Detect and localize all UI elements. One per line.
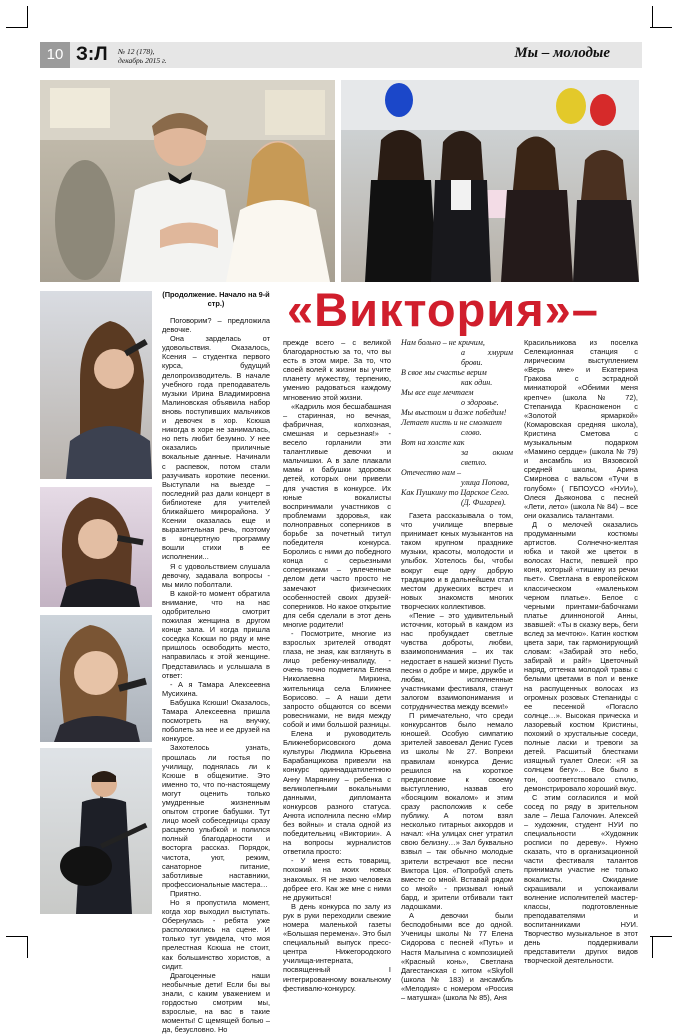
poem-line: слово. <box>461 428 482 437</box>
article-column-2 <box>283 338 391 993</box>
paragraph: Драгоценные наши необычные дети! Если бы вы знали, с каким уважением и гордостью смотрим мы, взрослые, на вас в такие моменты! С щемящей болью – да, безусловно. Но <box>162 970 270 1034</box>
section-title: Мы – молодые <box>514 45 610 61</box>
crop-mark <box>650 936 672 937</box>
continued-note: (Продолжение. Начало на 9-й стр.) <box>162 290 270 308</box>
photo-singer-1-image <box>40 291 152 479</box>
poem-line: Нам больно – не кричим, <box>401 338 485 347</box>
poem-line: о здоровье. <box>461 398 499 407</box>
newspaper-logo: З:Л <box>76 44 108 65</box>
paragraph: «Кадриль моя бесшабашная – старинная, но вечная, фабричная, колхозная, смешная и серьезная!» - весело горланили эти талантливые девочки и мальчишки. А в зале плакали мамы и бабушки здоровых детей, которых они привели для участия в конкурсе. Их юные вокалисты воспринимали участников с проблемами здоровья, как полноправных соперников в борьбе за почетный титул победителя конкурса. Боролись с ними до победного конца с серьезными соперниками – увлеченные делом дети часто просто не замечают физических особенностей своих друзей-соперников. Но какое открытие для себя сделали в этот день многие родители! <box>283 401 391 629</box>
paragraph: С этим согласился и мой сосед по ряду в зрительном зале – Леша Галочкин. Алексей – художник, студент НУИ по специальности «Художник росписи по дереву». Нужно сказать, что в организационной части фестиваля талантов принимали участие не только вокалисты. Ожидание скрашивали и успокаивали волнение исполнителей мастер-классы, подготовленные преподавателями и воспитанниками НУИ. Творчество музыкальное в этот день поддерживали представители других видов творческой деятельности. <box>524 792 638 966</box>
poem-line: а хмурим брови. <box>461 348 513 367</box>
crop-mark <box>652 6 653 28</box>
photo-girls-image <box>341 80 639 282</box>
crop-mark <box>652 936 653 958</box>
poem-line: за окном светло. <box>461 448 513 467</box>
photo-singer-3-image <box>40 615 152 742</box>
article-column-1 <box>162 290 270 1034</box>
issue-number: № 12 (178), <box>118 47 155 56</box>
paragraph: Поговорим? – предложила девочке. <box>162 316 270 335</box>
paragraph: - Посмотрите, многие из взрослых зрителей отводят глаза, не зная, как взглянуть в лицо ребенку-инвалиду, - очень точно подметила Елена Николаевна Миркина, жительница села Ближнее Борисово. – А наши дети запросто общаются со всеми ровесниками, не видя между собой и ими большой разницы. <box>283 629 391 729</box>
poem-line: Летает кисть и не смолкает <box>401 418 502 427</box>
photo-singer-3 <box>40 615 152 742</box>
paragraph: Елена и руководитель Ближнеборисовского дома культуры Людмила Юрьевна Барабанщикова привезли на конкурс одиннадцатилетнюю Анну Марянину – ребенка с великолепными вокальными данными, дипломанта конкурсов разного статуса. Анюта исполнила песню «Мир без войны» и стала одной из победительниц «Виктории». А на вопросы журналистов ответила просто: <box>283 729 391 857</box>
poem-line: Отечество нам – <box>401 468 462 477</box>
photo-singer-2 <box>40 487 152 607</box>
paragraph: Газета рассказывала о том, что училище впервые принимает юных музыкантов на таком крупном празднике музыки, красоты, молодости и улыбок. Хотелось бы, чтобы вокруг еще одну добрую традицию и в дальнейшем стал местом дружеских встреч и новых знакомств многих творческих коллективов. <box>401 511 513 611</box>
paragraph: Захотелось узнать, прошлась ли гостья по училищу, поднялась ли к Ксюше в общежитие. Это именно то, что по-настоящему могут оценить только умудренные жизненным опытом строгие бабушки. Тут лицо моей собеседницы сразу расцвело улыбкой и полился полный благодарности и восторга рассказ. Порядок, чистота, уют, режим, санаторное питание, заботливые наставники, профессиональные мастера… <box>162 743 270 889</box>
paragraph: Бабушка Ксюши! Оказалось, Тамара Алексеевна пришла посмотреть на внучку, поболеть за нее и ее друзей на конкурсе. <box>162 697 270 744</box>
crop-mark <box>650 27 672 28</box>
article-column-4 <box>524 338 638 966</box>
page-number: 10 <box>40 42 70 68</box>
photo-girls <box>341 80 639 282</box>
paragraph: «Пение – это удивительный источник, который в каждом из нас пробуждает светлые чувства доброты, любви, взаимопонимания – их так недостает в нашей жизни! Пусть песни о добре и мире, дружбе и любви, исполненные участниками фестиваля, станут залогом взаимопонимания и сотрудничества между всеми!» <box>401 611 513 711</box>
paragraph: Но я пропустила момент, когда хор выходил выступать. Обернулась - ребята уже расположились на сцене. И только тут увидела, что моя прелестная Ксюша не стоит, как большинство хористов, а сидит. <box>162 898 270 971</box>
article-headline: «Виктория»– <box>287 283 599 336</box>
paragraph: Приятно. <box>170 888 202 898</box>
poem <box>401 338 513 508</box>
paragraph: - У меня есть товарищ, похожий на моих новых знакомых. Я не знаю человека добрее его. Как же мне с ними не дружиться! <box>283 856 391 902</box>
paragraph: Д о мелочей оказались продуманными костюмы артистов. Солнечно-желтая юбка и такой же цветок в волосах Насти, певшей про коня, который «тишину из речки пьет». Светлана в европейском классическом «маленьком черном платье». Белое с черными принтами-бабочками платье длинноногой Анны, звавшей: «Ты в сказку верь, беги вслед за мечтою». Катин костюм цвета зари, так гармонирующий словам: «Забирай это небо, забирай и рай!» Цветочный наряд, оттенка молодой травы с белыми цветами в пол и венке на распущенных волосах из огромных розовых Степаниды с ее песенкой «Погасло солнце…». Высокая прическа и лазоревый костюм Кристины, похожий о хрустальные соседи, полные ласки и тревоги за детей. Расшитый блестками изящный туалет Олеси: «Я за солнцем бегу»… Все было в тон, соответствовало стилю, демонстрировало хороший вкус. <box>524 519 638 793</box>
poem-line: В свое мы счастье верим <box>401 368 487 377</box>
poem-line: Как Пушкину то Царское Село. <box>401 488 510 497</box>
paragraph: В день конкурса по залу из рук в руки переходили свежие номера маленькой газеты «Большая перемена». Это был специальный выпуск пресс-центра Нижегородского училища-интерната, посвященный I интегрированному вокальному фестивалю-конкурсу. <box>283 901 391 993</box>
photo-singer-2-image <box>40 487 152 607</box>
paragraph: А девочки были бесподобными все до одной. Ученицы школы № 77 Елена Сидорова с песней «Путь» и Настя Малыгина с композицией «Красный конь», Светлана Дагестанская с хитом «Skyfoll (школа № 183) и ансамбль «Мелодия» с номером «Россия – матушка» (школа № 85), Аня <box>401 911 513 1002</box>
photo-duet <box>40 80 335 282</box>
poem-line: как один. <box>461 378 493 387</box>
paragraph: В какой-то момент обратила внимание, что на нас одобрительно смотрит пожилая женщина в другом конце зала. И когда пришла соседка Ксюши по ряду и мне пришлось освободить место, направилась к этой женщине. Представилась и услышала в ответ: <box>162 588 270 680</box>
issue-info <box>118 47 167 65</box>
crop-mark <box>6 27 28 28</box>
issue-date: декабрь 2015 г. <box>118 56 167 65</box>
photo-duet-image <box>40 80 335 282</box>
article-column-3 <box>401 338 513 1002</box>
paragraph: прежде всего – с великой благодарностью за то, что вы есть в этом мире. За то, что своей волей к жизни вы учите планету мужеству, терпению, умению радоваться каждому мгновению этой жизни. <box>283 338 391 402</box>
photo-guitarist-image <box>40 748 152 914</box>
crop-mark <box>27 6 28 28</box>
photo-guitarist <box>40 748 152 914</box>
poem-line: Вот на холсте как <box>401 438 465 447</box>
photo-singer-1 <box>40 291 152 479</box>
crop-mark <box>6 936 28 937</box>
poem-line: Мы выстоим и даже победим! <box>401 408 507 417</box>
poem-author: (Д. Фигарев). <box>461 498 506 507</box>
paragraph: Красильникова из поселка Селекционная станция с лирическим выступлением «Верь мне» и Екатерина Гракова с эстрадной миниатюрой «Обними меня крепче» (школа № 72), Степанида Красноженон с «Золотой ярмаркой» (Комаровская средняя школа), Кристина Сметова с музыкальным подарком «Мамино сердце» (школа № 79) и ансамбль из Вязовской средней школы, Арина Смирнова с вальсом «Тучи в голубом» ( ГБПОУСО «НУИ»), Олеся Дьяконова с песней «Лети, лето» (школа № 84) – все они оказались талантами. <box>524 338 638 520</box>
paragraph: Она зарделась от удовольствия. Оказалось, Ксения – студентка первого курса, будущий делопроизводитель. В начале учебного года преподаватель музыки Ирина Владимировна Малиновская объявила набор вновь поступивших мальчиков и девочек в хор. Ксюша никогда в хоре не занималась, но петь любит безумно. У нее оказались приличные вокальные данные. Начинали с распевок, потом стали разучивать короткие песенки. Выступали на выезде – последний раз дали концерт в библиотеке для учителей ближайшего микрорайона. У Ксении оказалась еще и выразительная речь, поэтому в концертную программу вошли стихи в ее исполнении... <box>162 334 270 562</box>
poem-line: Мы все еще мечтаем <box>401 388 474 397</box>
crop-mark <box>27 936 28 958</box>
paragraph: Я с удовольствием слушала девочку, задавала вопросы - мы мило поболтали. <box>162 561 270 589</box>
poem-line: улица Попова, <box>461 478 510 487</box>
paragraph: П римечательно, что среди конкурсантов было немало юношей. Особую симпатию зрителей завоевал Денис Гусев из школы № 27. Вопреки правилам конкурса Денис решился на короткое предисловие к своему выступлению, назвав его «босяцким вокалом» и этим сразу расположив к себе публику. А потом взял несколько гитарных аккордов и начал: «На улицах снег утратил свою белизну…» Зал буквально взвыл – так обычно молодые зрители встречают все песни Виктора Цоя. «Попробуй спеть вместе со мной. Вставай рядом со мной» - призывал юный бард, и зрители отбивали такт ладошками. <box>401 711 513 912</box>
paragraph: - А я Тамара Алексеевна Мусихина. <box>162 679 270 698</box>
